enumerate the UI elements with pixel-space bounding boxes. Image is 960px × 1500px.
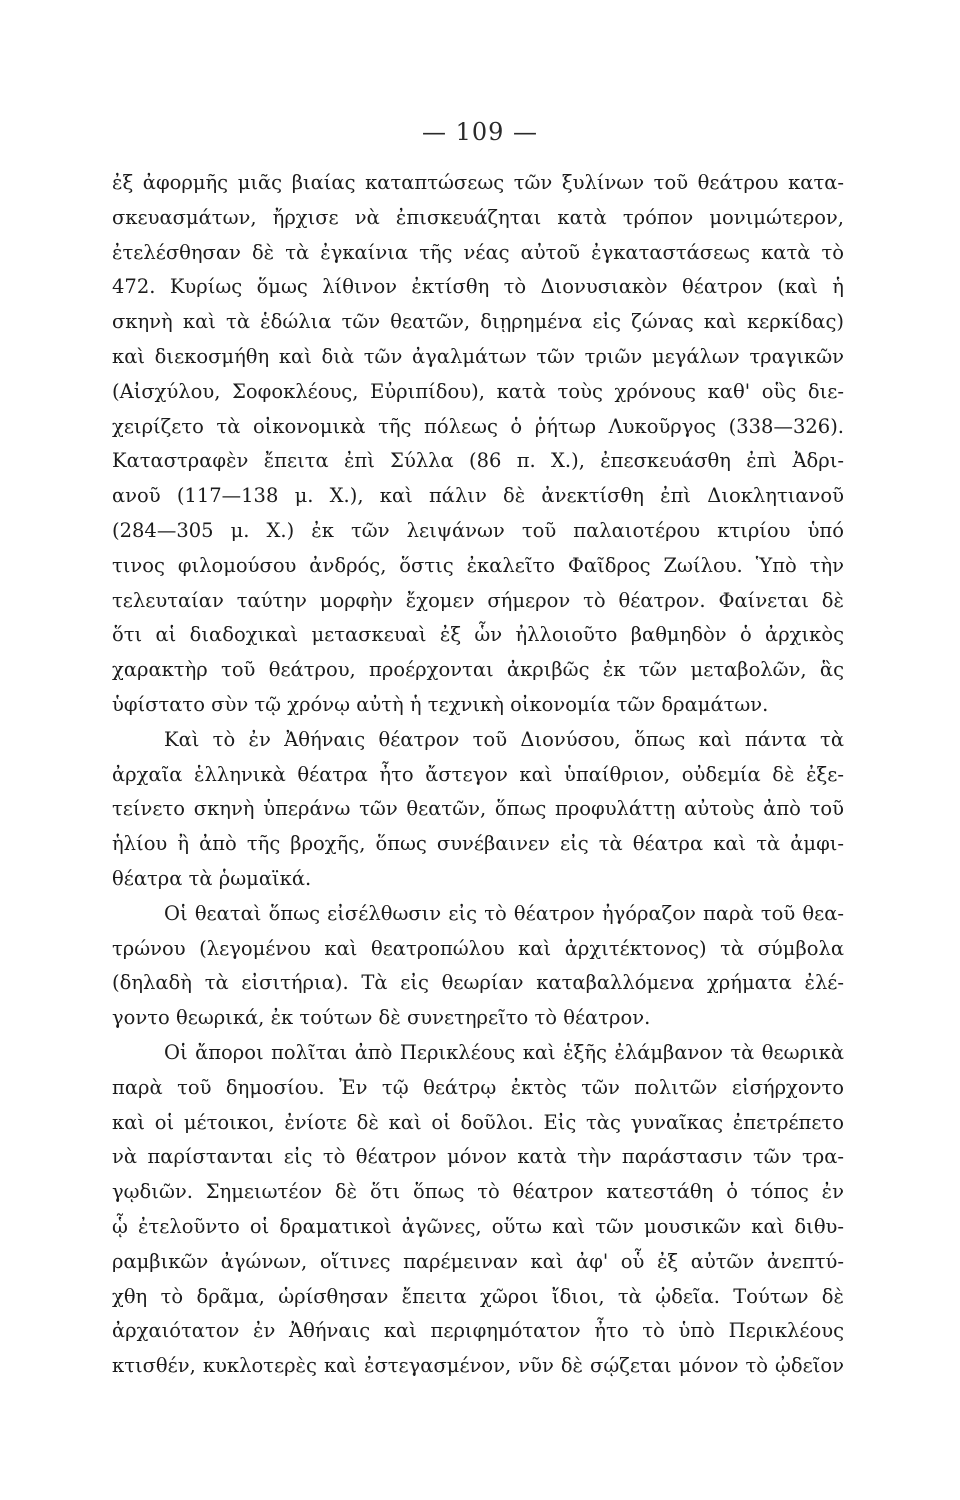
paragraph xyxy=(112,897,844,1036)
text-line: σκευασμάτων, ἤρχισε νὰ ἐπισκευάζηται κατὰ τρόπον μονιμώτερον, xyxy=(112,205,844,229)
text-line: χαρακτὴρ τοῦ θεάτρου, προέρχονται ἀκριβῶς ἐκ τῶν μεταβολῶν, ἃς xyxy=(112,658,844,682)
text-line: σκηνὴ καὶ τὰ ἑδώλια τῶν θεατῶν, διῃρημένα εἰς ζώνας καὶ κερκίδας) xyxy=(112,310,844,334)
text-line: καὶ διεκοσμήθη καὶ διὰ τῶν ἀγαλμάτων τῶν τριῶν μεγάλων τραγικῶν xyxy=(112,344,844,368)
text-line: ᾧ ἐτελοῦντο οἱ δραματικοὶ ἀγῶνες, οὕτω καὶ τῶν μουσικῶν καὶ διθυ- xyxy=(112,1214,844,1238)
text-line: (284—305 μ. Χ.) ἐκ τῶν λειψάνων τοῦ παλαιοτέρου κτιρίου ὑπό xyxy=(112,518,844,542)
text-line: ραμβικῶν ἀγώνων, οἵτινες παρέμειναν καὶ ἀφ' οὗ ἐξ αὐτῶν ἀνεπτύ- xyxy=(112,1249,844,1273)
text-line: Οἱ ἄποροι πολῖται ἀπὸ Περικλέους καὶ ἑξῆς ἐλάμβανον τὰ θεωρικὰ xyxy=(164,1040,844,1064)
text-line: χειρίζετο τὰ οἰκονομικὰ τῆς πόλεως ὁ ῥήτωρ Λυκοῦργος (338—326). xyxy=(112,414,844,438)
body-text xyxy=(112,166,844,1384)
text-line: 472. Κυρίως ὅμως λίθινον ἐκτίσθη τὸ Διονυσιακὸν θέατρον (καὶ ἡ xyxy=(112,275,844,299)
paragraph xyxy=(112,1036,844,1384)
paragraph xyxy=(112,166,844,723)
text-line: Οἱ θεαταὶ ὅπως εἰσέλθωσιν εἰς τὸ θέατρον ἠγόραζον παρὰ τοῦ θεα- xyxy=(164,901,844,925)
paragraph xyxy=(112,723,844,897)
text-line: (δηλαδὴ τὰ εἰσιτήρια). Τὰ εἰς θεωρίαν καταβαλλόμενα χρήματα ἐλέ- xyxy=(112,971,844,995)
text-line: ἡλίου ἢ ἀπὸ τῆς βροχῆς, ὅπως συνέβαινεν εἰς τὰ θέατρα καὶ τὰ ἀμφι- xyxy=(112,832,844,856)
text-line: τελευταίαν ταύτην μορφὴν ἔχομεν σήμερον τὸ θέατρον. Φαίνεται δὲ xyxy=(112,588,844,612)
text-line: γοντο θεωρικά, ἐκ τούτων δὲ συνετηρεῖτο τὸ θέατρον. xyxy=(112,1006,651,1030)
text-line: παρὰ τοῦ δημοσίου. Ἐν τῷ θεάτρῳ ἐκτὸς τῶν πολιτῶν εἰσήρχοντο xyxy=(112,1075,844,1099)
text-line: ἐξ ἀφορμῆς μιᾶς βιαίας καταπτώσεως τῶν ξυλίνων τοῦ θεάτρου κατα- xyxy=(112,171,844,194)
text-line: ἀρχαῖα ἑλληνικὰ θέατρα ἦτο ἄστεγον καὶ ὑπαίθριον, οὐδεμία δὲ ἐξε- xyxy=(112,762,844,786)
text-line: κτισθέν, κυκλοτερὲς καὶ ἐστεγασμένον, νῦν δὲ σῴζεται μόνον τὸ ᾠδεῖον xyxy=(112,1354,844,1378)
text-line: Καταστραφὲν ἔπειτα ἐπὶ Σύλλα (86 π. Χ.), ἐπεσκευάσθη ἐπὶ Ἀδρι- xyxy=(112,449,844,473)
text-line: χθη τὸ δρᾶμα, ὡρίσθησαν ἔπειτα χῶροι ἴδιοι, τὰ ᾠδεῖα. Τούτων δὲ xyxy=(112,1284,844,1308)
text-line: καὶ οἱ μέτοικοι, ἐνίοτε δὲ καὶ οἱ δοῦλοι. Εἰς τὰς γυναῖκας ἐπετρέπετο xyxy=(112,1110,844,1134)
text-line: νὰ παρίστανται εἰς τὸ θέατρον μόνον κατὰ τὴν παράστασιν τῶν τρα- xyxy=(112,1145,844,1169)
text-line: ὅτι αἱ διαδοχικαὶ μετασκευαὶ ἐξ ὧν ἠλλοιοῦτο βαθμηδὸν ὁ ἀρχικὸς xyxy=(112,623,844,647)
text-line: ὑφίστατο σὺν τῷ χρόνῳ αὐτὴ ἡ τεχνικὴ οἰκονομία τῶν δραμάτων. xyxy=(112,692,769,716)
text-line: ἐτελέσθησαν δὲ τὰ ἐγκαίνια τῆς νέας αὐτοῦ ἐγκαταστάσεως κατὰ τὸ xyxy=(112,240,844,264)
text-line: γῳδιῶν. Σημειωτέον δὲ ὅτι ὅπως τὸ θέατρον κατεστάθη ὁ τόπος ἐν xyxy=(112,1180,844,1204)
text-line: ἀρχαιότατον ἐν Ἀθήναις καὶ περιφημότατον ἦτο τὸ ὑπὸ Περικλέους xyxy=(112,1319,844,1343)
text-line: (Αἰσχύλου, Σοφοκλέους, Εὐριπίδου), κατὰ τοὺς χρόνους καθ' οὓς διε- xyxy=(112,379,844,403)
text-line: ανοῦ (117—138 μ. Χ.), καὶ πάλιν δὲ ἀνεκτίσθη ἐπὶ Διοκλητιανοῦ xyxy=(112,484,844,508)
text-line: τείνετο σκηνὴ ὑπεράνω τῶν θεατῶν, ὅπως προφυλάττῃ αὐτοὺς ἀπὸ τοῦ xyxy=(112,797,844,821)
text-line: τινος φιλομούσου ἀνδρός, ὅστις ἐκαλεῖτο Φαῖδρος Ζωίλου. Ὑπὸ τὴν xyxy=(112,553,844,577)
text-line: θέατρα τὰ ῥωμαϊκά. xyxy=(112,866,312,890)
text-line: τρώνου (λεγομένου καὶ θεατροπώλου καὶ ἀρχιτέκτονος) τὰ σύμβολα xyxy=(112,936,844,960)
page-number: — 109 — xyxy=(421,118,539,146)
text-line: Καὶ τὸ ἐν Ἀθήναις θέατρον τοῦ Διονύσου, ὅπως καὶ πάντα τὰ xyxy=(164,727,844,751)
